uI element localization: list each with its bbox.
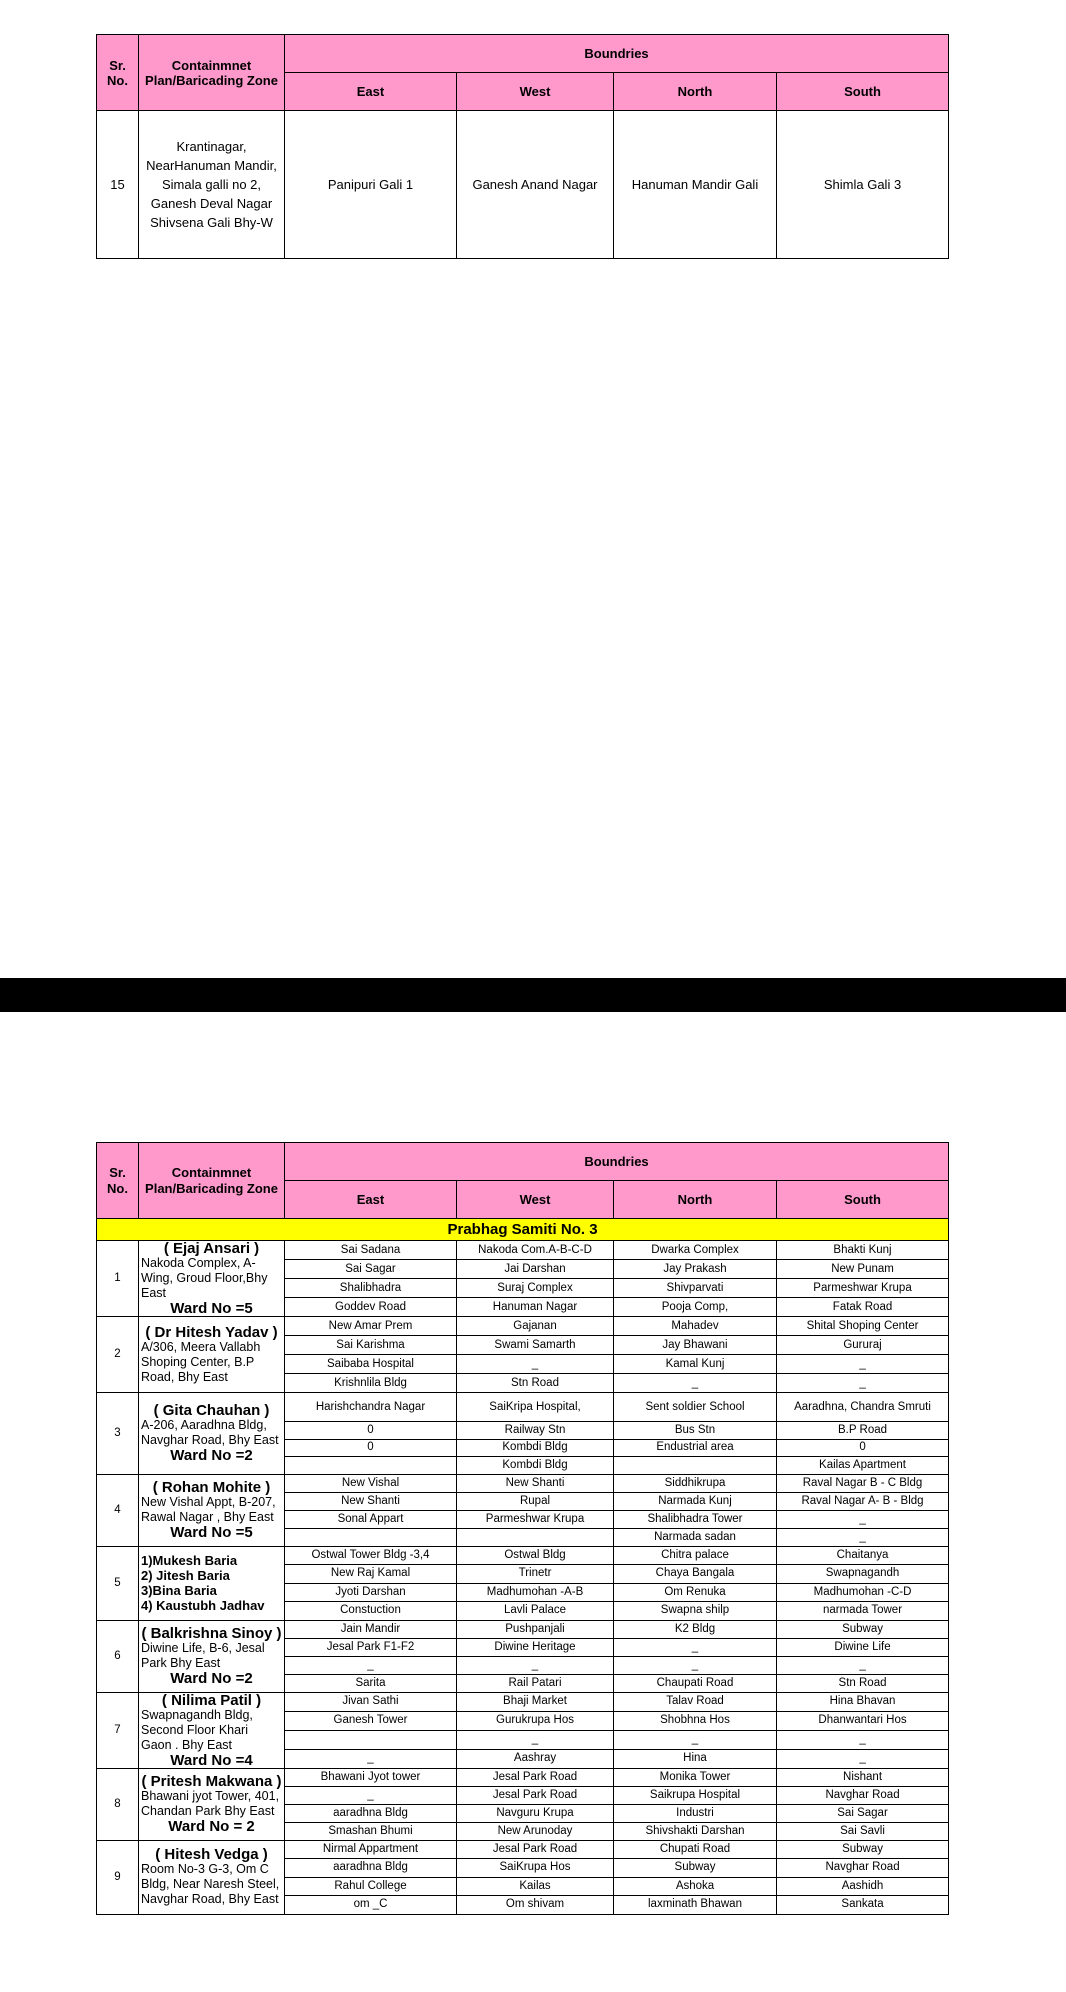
west-cell: Aashray [457,1749,614,1768]
east-cell: Goddev Road [285,1298,457,1317]
row-sr: 6 [97,1620,139,1692]
south-header: South [777,73,949,111]
zone-ward: Ward No =2 [170,1447,253,1465]
west-cell: Suraj Complex [457,1279,614,1298]
west-cell: Navguru Krupa [457,1804,614,1822]
zone-person: ( Rohan Mohite ) [152,1479,271,1496]
north-cell: Ashoka [614,1877,777,1896]
east-cell: Saibaba Hospital [285,1355,457,1374]
south-cell: _ [777,1528,949,1546]
west-cell: Gajanan [457,1317,614,1336]
east-cell: New Vishal [285,1474,457,1492]
north-cell: Narmada sadan [614,1528,777,1546]
north-cell: Dwarka Complex [614,1241,777,1260]
north-cell: Hina [614,1749,777,1768]
east-cell: Smashan Bhumi [285,1822,457,1840]
west-cell: Stn Road [457,1374,614,1393]
north-cell: Monika Tower [614,1768,777,1786]
west-cell: New Arunoday [457,1822,614,1840]
south-cell: Parmeshwar Krupa [777,1279,949,1298]
east-cell: _ [285,1786,457,1804]
east-cell: Sai Karishma [285,1336,457,1355]
zone-cell [139,1840,285,1914]
west-cell: _ [457,1656,614,1674]
zone-person: ( Balkrishna Sinoy ) [141,1625,282,1642]
east-cell: 0 [285,1422,457,1440]
west-cell: Bhaji Market [457,1692,614,1711]
south-cell: Aashidh [777,1877,949,1896]
boundries-header: Boundries [285,1143,949,1181]
zone-line: Simala galli no 2, [162,177,261,192]
north-cell: laxminath Bhawan [614,1896,777,1915]
north-cell: Talav Road [614,1692,777,1711]
sr-header: Sr. No. [97,35,139,111]
east-cell: 0 [285,1439,457,1457]
zone-address: New Vishal Appt, B-207, Rawal Nagar , Bhy East [141,1495,276,1524]
south-cell: _ [777,1730,949,1749]
page-separator [0,978,1066,1012]
west-cell: Lavli Palace [457,1602,614,1621]
south-cell: _ [777,1355,949,1374]
south-cell: Hina Bhavan [777,1692,949,1711]
zone-person: ( Nilima Patil ) [161,1692,262,1709]
north-cell: Om Renuka [614,1583,777,1602]
zone-cell [139,1768,285,1840]
row-sr: 7 [97,1692,139,1768]
west-header: West [457,1181,614,1219]
south-cell: New Punam [777,1260,949,1279]
north-cell: Jay Prakash [614,1260,777,1279]
south-cell: _ [777,1374,949,1393]
zone-member: 1)Mukesh Baria [141,1553,238,1568]
south-cell: Shital Shoping Center [777,1317,949,1336]
table-row [97,1840,949,1859]
north-cell: Hanuman Mandir Gali [614,111,777,259]
west-cell: Rail Patari [457,1674,614,1692]
west-cell: SaiKripa Hospital, [457,1393,614,1422]
zone-person: ( Gita Chauhan ) [153,1402,270,1420]
east-cell: _ [285,1749,457,1768]
row-sr: 4 [97,1474,139,1546]
row-sr: 2 [97,1317,139,1393]
zone-line: Ganesh Deval Nagar [150,196,273,211]
south-cell: Dhanwantari Hos [777,1711,949,1730]
table-row [97,1620,949,1638]
west-cell: Jesal Park Road [457,1840,614,1859]
east-cell: Sai Sagar [285,1260,457,1279]
east-cell: Krishnlila Bldg [285,1374,457,1393]
north-header: North [614,73,777,111]
zone-person: ( Pritesh Makwana ) [141,1773,282,1790]
north-cell: Chaupati Road [614,1674,777,1692]
zone-address: Nakoda Complex, A-Wing, Groud Floor,Bhy East [141,1256,268,1300]
row-sr: 1 [97,1241,139,1317]
west-cell: Kailas [457,1877,614,1896]
zones-body [97,1241,949,1915]
east-cell: Constuction [285,1602,457,1621]
table-row [97,1474,949,1492]
west-cell: Kombdi Bldg [457,1457,614,1475]
north-cell: Saikrupa Hospital [614,1786,777,1804]
north-cell: K2 Bldg [614,1620,777,1638]
zone-line: Shivsena Gali Bhy-W [150,215,273,230]
east-cell: Jesal Park F1-F2 [285,1638,457,1656]
north-cell: _ [614,1730,777,1749]
zone-address: Swapnagandh Bldg, Second Floor Khari Gaon . Bhy East [141,1707,253,1752]
south-cell: Sai Sagar [777,1804,949,1822]
east-cell: Shalibhadra [285,1279,457,1298]
zone-address: Room No-3 G-3, Om C Bldg, Near Naresh Steel, Navghar Road, Bhy East [141,1862,280,1906]
west-cell: Trinetr [457,1565,614,1584]
east-cell [285,1528,457,1546]
south-cell: Swapnagandh [777,1565,949,1584]
zone-person: ( Ejaj Ansari ) [163,1240,260,1257]
south-cell: _ [777,1510,949,1528]
east-cell: Sai Sadana [285,1241,457,1260]
containment-table-1 [96,34,949,259]
south-cell: Sai Savli [777,1822,949,1840]
containment-table-2 [96,1142,949,1915]
zone-line: NearHanuman Mandir, [146,158,277,173]
east-cell: New Raj Kamal [285,1565,457,1584]
zone-address: Bhawani jyot Tower, 401, Chandan Park Bhy East [141,1789,280,1818]
north-cell: Sent soldier School [614,1393,777,1422]
west-cell [457,1528,614,1546]
zone-line: Krantinagar, [176,139,247,154]
zone-address: Diwine Life, B-6, Jesal Park Bhy East [141,1641,265,1670]
east-cell [285,1457,457,1475]
south-cell: Stn Road [777,1674,949,1692]
zone-person: ( Dr Hitesh Yadav ) [145,1323,278,1341]
south-cell: Chaitanya [777,1546,949,1565]
south-cell: _ [777,1749,949,1768]
boundries-header: Boundries [285,35,949,73]
east-cell: Rahul College [285,1877,457,1896]
zone-cell [139,1317,285,1393]
west-cell: Ostwal Bldg [457,1546,614,1565]
south-cell: _ [777,1656,949,1674]
west-cell: Jai Darshan [457,1260,614,1279]
west-cell: Madhumohan -A-B [457,1583,614,1602]
north-cell: Bus Stn [614,1422,777,1440]
south-cell: Gururaj [777,1336,949,1355]
north-cell: Siddhikrupa [614,1474,777,1492]
west-cell: Rupal [457,1492,614,1510]
east-cell: Bhawani Jyot tower [285,1768,457,1786]
west-cell: _ [457,1730,614,1749]
south-cell: Shimla Gali 3 [777,111,949,259]
table-row [97,1546,949,1565]
row-sr: 3 [97,1393,139,1475]
west-cell: Parmeshwar Krupa [457,1510,614,1528]
north-cell: Jay Bhawani [614,1336,777,1355]
north-cell: Mahadev [614,1317,777,1336]
north-cell: _ [614,1656,777,1674]
south-cell: Subway [777,1620,949,1638]
east-header: East [285,1181,457,1219]
south-cell: Raval Nagar B - C Bldg [777,1474,949,1492]
east-cell: Sarita [285,1674,457,1692]
table-row [97,1317,949,1336]
zone-ward: Ward No =5 [170,1524,253,1541]
west-cell: Gurukrupa Hos [457,1711,614,1730]
south-header: South [777,1181,949,1219]
north-header: North [614,1181,777,1219]
south-cell: Madhumohan -C-D [777,1583,949,1602]
west-cell: Nakoda Com.A-B-C-D [457,1241,614,1260]
east-cell: Panipuri Gali 1 [285,111,457,259]
south-cell: Nishant [777,1768,949,1786]
east-cell: Sonal Appart [285,1510,457,1528]
north-cell: Narmada Kunj [614,1492,777,1510]
west-cell: Swami Samarth [457,1336,614,1355]
zone-header: Containmnet Plan/Baricading Zone [139,35,285,111]
zone-person: ( Hitesh Vedga ) [155,1846,268,1863]
south-cell: Bhakti Kunj [777,1241,949,1260]
west-cell: Diwine Heritage [457,1638,614,1656]
south-cell: Sankata [777,1896,949,1915]
east-cell: Nirmal Appartment [285,1840,457,1859]
east-cell: Ganesh Tower [285,1711,457,1730]
row-sr: 15 [97,111,139,259]
table-row [97,1692,949,1711]
zone-ward: Ward No = 2 [168,1818,255,1835]
east-cell: _ [285,1656,457,1674]
zone-cell [139,111,285,259]
north-cell: Swapna shilp [614,1602,777,1621]
zone-header: Containmnet Plan/Baricading Zone [139,1143,285,1219]
row-sr: 8 [97,1768,139,1840]
zone-cell [139,1546,285,1620]
west-cell: Jesal Park Road [457,1768,614,1786]
north-cell: Industri [614,1804,777,1822]
west-cell: Kombdi Bldg [457,1439,614,1457]
south-cell: Subway [777,1840,949,1859]
west-cell: New Shanti [457,1474,614,1492]
table-row [97,1393,949,1422]
east-cell: aaradhna Bldg [285,1859,457,1878]
zone-member: 4) Kaustubh Jadhav [141,1598,265,1613]
north-cell: Pooja Comp, [614,1298,777,1317]
west-cell: Jesal Park Road [457,1786,614,1804]
east-cell: om _C [285,1896,457,1915]
north-cell: Shalibhadra Tower [614,1510,777,1528]
north-cell: _ [614,1638,777,1656]
south-cell: Kailas Apartment [777,1457,949,1475]
zone-cell [139,1474,285,1546]
south-cell: Aaradhna, Chandra Smruti [777,1393,949,1422]
zone-cell [139,1241,285,1317]
north-cell: Subway [614,1859,777,1878]
table-row [97,1241,949,1260]
north-cell: Chitra palace [614,1546,777,1565]
zone-address: A/306, Meera Vallabh Shoping Center, B.P Road, Bhy East [141,1339,261,1384]
east-cell: New Shanti [285,1492,457,1510]
zone-member: 2) Jitesh Baria [141,1568,230,1583]
south-cell: Diwine Life [777,1638,949,1656]
zone-cell [139,1692,285,1768]
west-header: West [457,73,614,111]
east-cell: Ostwal Tower Bldg -3,4 [285,1546,457,1565]
east-cell: Jivan Sathi [285,1692,457,1711]
north-cell: Shobhna Hos [614,1711,777,1730]
zone-member: 3)Bina Baria [141,1583,217,1598]
west-cell: _ [457,1355,614,1374]
west-cell: Pushpanjali [457,1620,614,1638]
zone-ward: Ward No =5 [170,1300,253,1317]
zone-cell [139,1393,285,1475]
west-cell: SaiKrupa Hos [457,1859,614,1878]
west-cell: Ganesh Anand Nagar [457,111,614,259]
table-row [97,1768,949,1786]
east-cell: Jyoti Darshan [285,1583,457,1602]
north-cell: Shivparvati [614,1279,777,1298]
samiti-title: Prabhag Samiti No. 3 [97,1219,949,1241]
sr-header: Sr. No. [97,1143,139,1219]
south-cell: Navghar Road [777,1786,949,1804]
north-cell: _ [614,1374,777,1393]
south-cell: narmada Tower [777,1602,949,1621]
east-cell: aaradhna Bldg [285,1804,457,1822]
zone-address: A-206, Aaradhna Bldg, Navghar Road, Bhy East [141,1418,279,1448]
north-cell: Shivshakti Darshan [614,1822,777,1840]
east-cell [285,1730,457,1749]
south-cell: Fatak Road [777,1298,949,1317]
east-cell: Jain Mandir [285,1620,457,1638]
south-cell: Raval Nagar A- B - Bldg [777,1492,949,1510]
east-header: East [285,73,457,111]
south-cell: 0 [777,1439,949,1457]
north-cell: Chaya Bangala [614,1565,777,1584]
east-cell: New Amar Prem [285,1317,457,1336]
west-cell: Om shivam [457,1896,614,1915]
row-sr: 5 [97,1546,139,1620]
row-sr: 9 [97,1840,139,1914]
north-cell: Kamal Kunj [614,1355,777,1374]
south-cell: Navghar Road [777,1859,949,1878]
west-cell: Railway Stn [457,1422,614,1440]
zone-ward: Ward No =2 [170,1670,253,1687]
zone-cell [139,1620,285,1692]
zone-ward: Ward No =4 [170,1751,253,1768]
west-cell: Hanuman Nagar [457,1298,614,1317]
east-cell: Harishchandra Nagar [285,1393,457,1422]
north-cell [614,1457,777,1475]
north-cell: Chupati Road [614,1840,777,1859]
south-cell: B.P Road [777,1422,949,1440]
north-cell: Endustrial area [614,1439,777,1457]
